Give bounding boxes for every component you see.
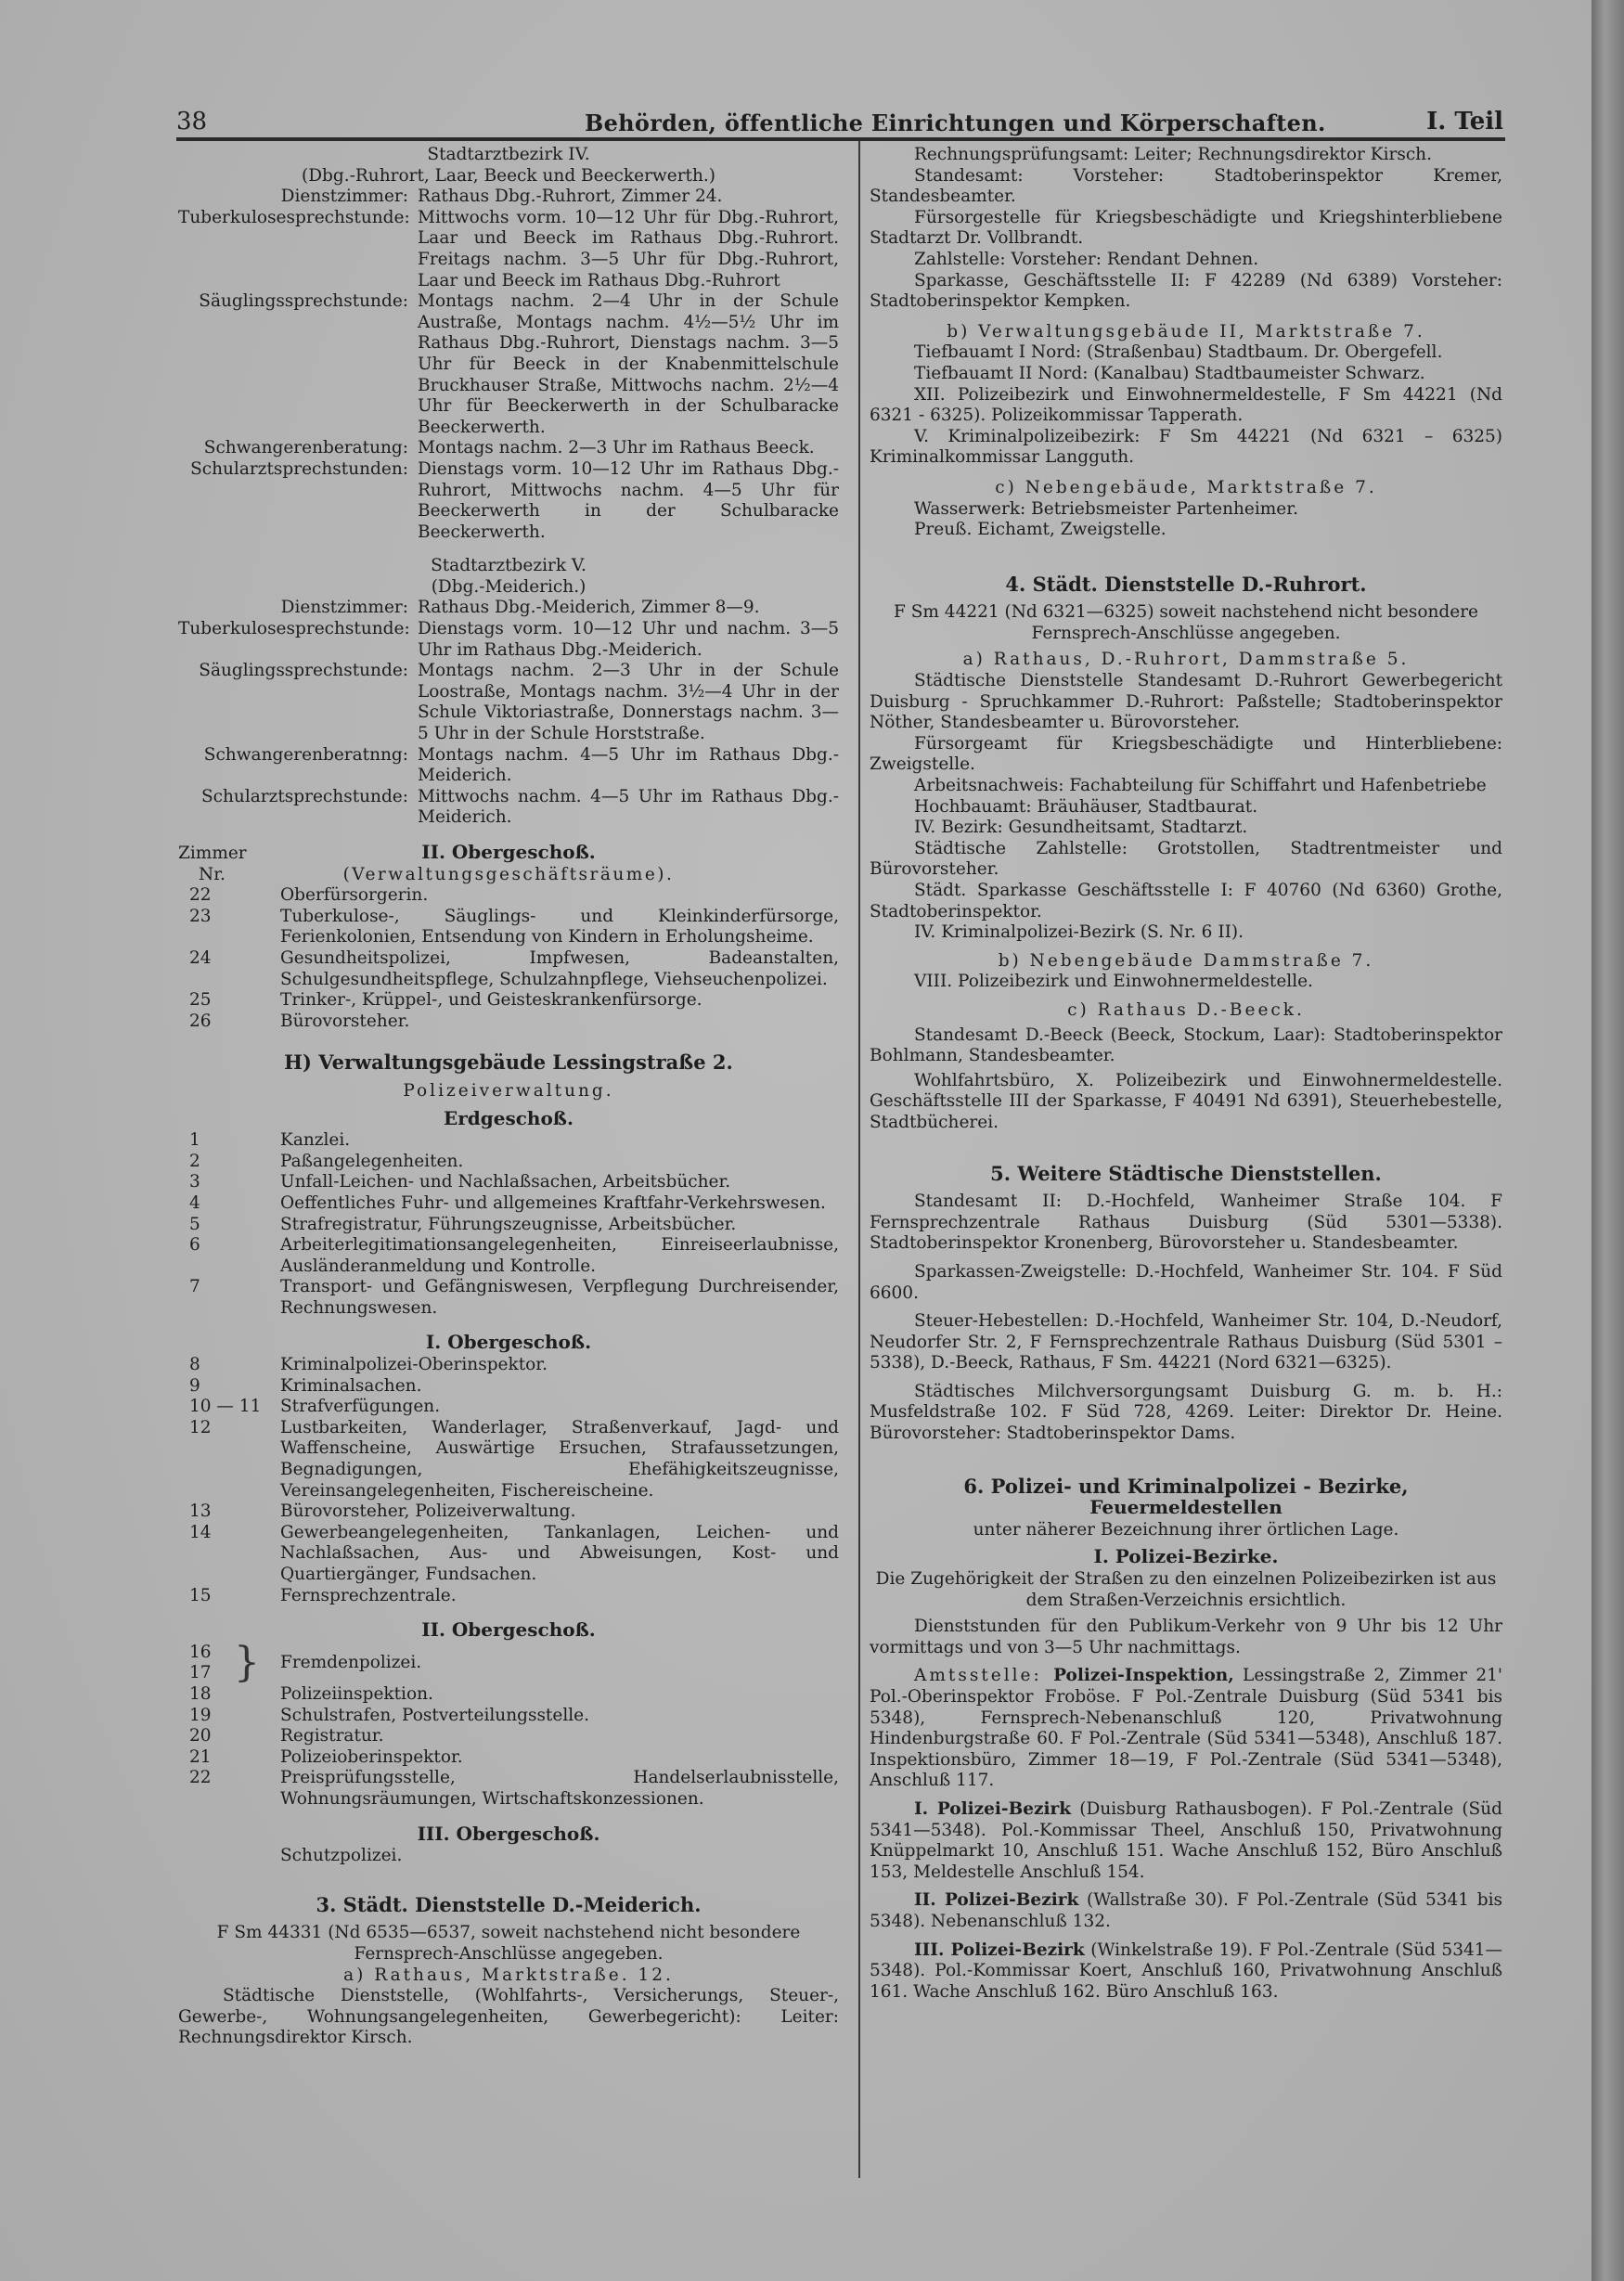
entry-paragraph: Tiefbauamt II Nord: (Kanalbau) Stadtbaumeister Schwarz. xyxy=(914,363,1425,383)
entry-paragraph: Standesamt: Vorsteher: Stadtoberinspektor Kremer, Standesbeamter. xyxy=(870,165,1502,207)
room-row xyxy=(178,885,839,907)
schedule-row xyxy=(178,187,839,208)
entry-paragraph: VIII. Polizeibezirk und Einwohnermeldestelle. xyxy=(914,972,1313,992)
room-description: Paßangelegenheiten. xyxy=(280,1151,464,1171)
district-5-rows xyxy=(178,598,839,829)
room-description: Unfall-Leichen- und Nachlaßsachen, Arbeitsbücher. xyxy=(280,1172,731,1192)
section-6-subtitle: unter näherer Bezeichnung ihrer örtlichen Lage. xyxy=(973,1519,1399,1540)
third-floor-title: III. Obergeschoß. xyxy=(417,1822,600,1845)
entry-paragraph: Sparkassen-Zweigstelle: D.-Hochfeld, Wanheimer Str. 104. F Süd 6600. xyxy=(870,1261,1502,1303)
room-number: 19 xyxy=(189,1705,212,1725)
room-description: Transport- und Gefängniswesen, Verpflegung Durchreisender, Rechnungswesen. xyxy=(280,1277,839,1318)
entry-paragraph: Städtische Dienststelle Standesamt D.-Ruhrort Gewerbegericht Duisburg - Spruchkammer D.-Ruhrort: Paßstelle; Stadtoberinspektor Nöther, Standesbeamter u. Bürovorsteher. xyxy=(870,671,1502,733)
entry-paragraph: Wasserwerk: Betriebsmeister Partenheimer. xyxy=(914,498,1298,519)
schedule-row xyxy=(178,745,839,787)
og2-heading xyxy=(178,842,839,865)
section-6-title-2: Feuermeldestellen xyxy=(1089,1496,1282,1519)
room-number: 22 xyxy=(189,1768,212,1788)
sub-b-items xyxy=(870,342,1502,469)
entry-paragraph: Standesamt II: D.-Hochfeld, Wanheimer Straße 104. F Fernsprechzentrale Rathaus Duisburg (Süd 5301—5338). Stadtoberinspektor Kronenberg, Bürovorsteher u. Standesbeamter. xyxy=(870,1192,1502,1254)
schedule-label: Schularztsprechstunden: xyxy=(190,458,408,479)
room-description: Preisprüfungsstelle, Handelserlaubnisstelle, Wohnungsräumungen, Wirtschaftskonzessionen. xyxy=(280,1768,839,1809)
schedule-label: Tuberkulosesprechstunde: xyxy=(178,207,410,227)
schedule-value: Dienstags vorm. 10—12 Uhr im Rathaus Dbg.-Ruhrort, Mittwochs nachm. 4—5 Uhr für Beeckerwerth in der Schulbaracke Beeckerwerth. xyxy=(418,458,839,542)
sub-c-items xyxy=(870,499,1502,541)
room-description: Gewerbeangelegenheiten, Tankanlagen, Leichen- und Nachlaßsachen, Aus- und Abweisungen, Kost- und Quartiergänger, Fundsachen. xyxy=(280,1522,839,1584)
schedule-row xyxy=(178,787,839,829)
room-row xyxy=(178,1130,839,1152)
room-row xyxy=(178,1846,839,1867)
room-number: 13 xyxy=(189,1501,212,1522)
right-top-items xyxy=(870,145,1502,313)
room-description: Schulstrafen, Postverteilungsstelle. xyxy=(280,1705,589,1725)
room-number: 21 xyxy=(189,1746,212,1767)
section-4-sub-b: b) Nebengebäude Dammstraße 7. xyxy=(998,950,1374,971)
entry-paragraph: Städtisches Milchversorgungsamt Duisburg G. m. b. H.: Musfeldstraße 102. F Süd 728, 4269. Leiter: Direktor Dr. Heine. Bürovorsteher: Stadtoberinspektor Dams. xyxy=(870,1381,1502,1444)
schedule-value: Mittwochs nachm. 4—5 Uhr im Rathaus Dbg.-Meiderich. xyxy=(418,786,839,828)
room-description: Polizeioberinspektor. xyxy=(280,1746,463,1767)
schedule-value: Montags nachm. 2—3 Uhr in der Schule Loostraße, Montags nachm. 3½—4 Uhr in der Schule Viktoriastraße, Donnerstags nachm. 3—5 Uhr in der Schule Horststraße. xyxy=(418,661,839,744)
district-4-rows xyxy=(178,187,839,543)
schedule-label: Schularztsprechstunde: xyxy=(200,786,408,806)
room-row xyxy=(178,1215,839,1236)
schedule-value: Dienstags vorm. 10—12 Uhr und nachm. 3—5 Uhr im Rathaus Dbg.-Meiderich. xyxy=(418,619,839,660)
room-row xyxy=(178,1501,839,1523)
entry-details: (Winkelstraße 19). F Pol.-Zentrale (Süd 5341—5348). Pol.-Kommissar Koert, Anschluß 160, Privatwohnung Anschluß 161. Wache Anschluß 162. Büro Anschluß 163. xyxy=(870,1939,1503,2002)
section-3-paragraph: Städtische Dienststelle, (Wohlfahrts-, Versicherungs, Steuer-, Gewerbe-, Wohnungsangelegenheiten, Gewerbegericht): Leiter: Rechnungsdirektor Kirsch. xyxy=(178,1986,839,2048)
entry-name: Polizei-Inspektion, xyxy=(1053,1666,1234,1686)
room-description: Bürovorsteher, Polizeiverwaltung. xyxy=(280,1501,576,1522)
section-5-title: 5. Weitere Städtische Dienststellen. xyxy=(990,1161,1382,1185)
room-number: 8 xyxy=(189,1355,200,1375)
schedule-row xyxy=(178,291,839,438)
entry-paragraph: Preuß. Eichamt, Zweigstelle. xyxy=(914,520,1166,540)
room-number: 16 xyxy=(189,1642,212,1662)
room-row xyxy=(178,1397,839,1418)
room-description: Lustbarkeiten, Wanderlager, Straßenverkauf, Jagd- und Waffenscheine, Auswärtige Ersuchen, Strafaussetzungen, Begnadigungen, Ehefähigkeitszeugnisse, Vereinsangelegenheiten, Fischereischeine. xyxy=(280,1417,839,1501)
second-floor-rooms xyxy=(178,1684,839,1811)
header-part: I. Teil xyxy=(1426,108,1503,135)
section-3-sub-a: a) Rathaus, Marktstraße. 12. xyxy=(343,1965,674,1985)
room-number: 10 — 11 xyxy=(189,1397,262,1417)
building-h-title: H) Verwaltungsgebäude Lessingstraße 2. xyxy=(284,1050,733,1075)
schedule-row xyxy=(178,438,839,459)
col-label-zimmer: Zimmer xyxy=(178,844,247,863)
section-6-title-1: 6. Polizei- und Kriminalpolizei - Bezirke, xyxy=(963,1474,1409,1498)
og2-subtitle: (Verwaltungsgeschäftsräume). xyxy=(342,864,675,884)
room-description: Oberfürsorgerin. xyxy=(280,885,429,906)
page-number: 38 xyxy=(176,108,208,135)
sub-c-heading: c) Nebengebäude, Marktstraße 7. xyxy=(995,477,1377,497)
entry-paragraph: IV. Kriminalpolizei-Bezirk (S. Nr. 6 II). xyxy=(914,922,1244,943)
section-4-b-items xyxy=(870,972,1502,993)
entry-paragraph: Hochbauamt: Bräuhäuser, Stadtbaurat. xyxy=(914,796,1258,817)
entry-paragraph: Städt. Sparkasse Geschäftsstelle I: F 40760 (Nd 6360) Grothe, Stadtoberinspektor. xyxy=(870,881,1502,921)
schedule-value: Rathaus Dbg.-Meiderich, Zimmer 8—9. xyxy=(418,598,760,618)
entry-lead: Amtsstelle: xyxy=(914,1666,1054,1686)
room-number: 9 xyxy=(189,1375,200,1396)
schedule-value: Montags nachm. 4—5 Uhr im Rathaus Dbg.-Meiderich. xyxy=(418,744,839,786)
room-number: 18 xyxy=(189,1683,212,1704)
section-6-intro: Die Zugehörigkeit der Straßen zu den einzelnen Polizeibezirken ist aus dem Straßen-Verzeichnis ersichtlich. xyxy=(875,1569,1497,1610)
room-row xyxy=(178,1418,839,1501)
room-row xyxy=(178,1586,839,1607)
room-number: 25 xyxy=(189,990,212,1011)
room-number: 15 xyxy=(189,1585,212,1605)
schedule-value: Montags nachm. 2—4 Uhr in der Schule Austraße, Montags nachm. 4½—5½ Uhr im Rathaus Dbg.-Ruhrort, Dienstags nachm. 3—5 Uhr für Beeck in der Knabenmittelschule Bruckhauser Straße, Mittwochs nachm. 2½—4 Uhr für Beeckerwerth in der Schulbaracke Beeckerwerth. xyxy=(418,291,839,437)
entry-paragraph: Städtische Zahlstelle: Grotstollen, Stadtrentmeister und Bürovorsteher. xyxy=(870,838,1502,880)
og2-rooms xyxy=(178,885,839,1032)
page-edge-shadow xyxy=(1592,0,1624,2281)
police-district-entry xyxy=(870,1940,1502,2004)
building-h-subtitle: Polizeiverwaltung. xyxy=(403,1080,614,1101)
room-row xyxy=(178,907,839,948)
room-row xyxy=(178,948,839,990)
room-row xyxy=(178,990,839,1012)
room-number: 26 xyxy=(189,1011,212,1031)
room-number: 6 xyxy=(189,1235,200,1256)
col-label-nr: Nr. xyxy=(199,864,226,884)
schedule-label: Schwangerenberatung: xyxy=(203,438,408,458)
header-rule xyxy=(176,137,1505,141)
room-description: Polizeiinspektion. xyxy=(280,1683,433,1704)
first-floor-title: I. Obergeschoß. xyxy=(425,1331,592,1354)
schedule-value: Rathaus Dbg.-Ruhrort, Zimmer 24. xyxy=(418,187,723,207)
room-row-16-17 xyxy=(178,1638,839,1686)
entry-paragraph: Zahlstelle: Vorsteher: Rendant Dehnen. xyxy=(914,249,1259,269)
police-district-entry xyxy=(870,1890,1502,1932)
entry-name: I. Polizei-Bezirk xyxy=(914,1798,1072,1819)
room-row xyxy=(178,1193,839,1215)
entry-paragraph: V. Kriminalpolizeibezirk: F Sm 44221 (Nd 6321 – 6325) Kriminalkommissar Langguth. xyxy=(870,426,1502,468)
ground-floor-rooms xyxy=(178,1130,839,1319)
og2-subheading xyxy=(178,865,839,886)
entry-paragraph: Fürsorgeamt für Kriegsbeschädigte und Hinterbliebene: Zweigstelle. xyxy=(870,733,1502,775)
entry-details: (Wallstraße 30). F Pol.-Zentrale (Süd 5341 bis 5348). Nebenanschluß 132. xyxy=(870,1890,1502,1931)
schedule-label: Dienstzimmer: xyxy=(280,598,408,618)
room-description: Kriminalsachen. xyxy=(280,1375,422,1396)
room-description: Fremdenpolizei. xyxy=(280,1652,422,1672)
room-number: 23 xyxy=(189,906,212,926)
entry-paragraph: Arbeitsnachweis: Fachabteilung für Schiffahrt und Hafenbetriebe xyxy=(914,776,1487,796)
room-number: 7 xyxy=(189,1277,200,1297)
entry-paragraph: Sparkasse, Geschäftsstelle II: F 42289 (Nd 6389) Vorsteher: Stadtoberinspektor Kempken. xyxy=(870,270,1502,312)
room-number: 1 xyxy=(189,1130,200,1151)
room-row xyxy=(178,1277,839,1319)
section-4-a-items xyxy=(870,671,1502,944)
room-number: 3 xyxy=(189,1172,200,1192)
section-4-phone: F Sm 44221 (Nd 6321—6325) soweit nachstehend nicht besondere Fernsprech-Anschlüsse angegeben. xyxy=(893,602,1479,643)
room-row xyxy=(178,1012,839,1033)
right-column xyxy=(870,145,1502,2003)
entry-paragraph: Tiefbauamt I Nord: (Straßenbau) Stadtbaum. Dr. Obergefell. xyxy=(914,342,1443,363)
section-5-items xyxy=(870,1192,1502,1445)
schedule-row xyxy=(178,598,839,619)
room-row xyxy=(178,1747,839,1769)
district-5-title: Stadtarztbezirk V. xyxy=(431,556,586,576)
room-number: 22 xyxy=(189,885,212,906)
room-number: 14 xyxy=(189,1522,212,1542)
room-description: Registratur. xyxy=(280,1726,384,1746)
schedule-row xyxy=(178,619,839,661)
schedule-row xyxy=(178,661,839,744)
section-4-c-items xyxy=(870,1025,1502,1134)
header-title: Behörden, öffentliche Einrichtungen und Körperschaften. xyxy=(585,110,1326,136)
section-3-phone: F Sm 44331 (Nd 6535—6537, soweit nachstehend nicht besondere Fernsprech-Anschlüsse angegeben. xyxy=(216,1923,801,1964)
schedule-value: Montags nachm. 2—3 Uhr im Rathaus Beeck. xyxy=(418,438,815,458)
schedule-label: Dienstzimmer: xyxy=(280,187,408,207)
room-description: Tuberkulose-, Säuglings- und Kleinkinderfürsorge, Ferienkolonien, Entsendung von Kindern in Erholungsheime. xyxy=(280,906,839,947)
room-row xyxy=(178,1355,839,1376)
room-description: Oeffentliches Fuhr- und allgemeines Kraftfahr-Verkehrswesen. xyxy=(280,1192,826,1213)
entry-paragraph: Wohlfahrtsbüro, X. Polizeibezirk und Einwohnermeldestelle. Geschäftsstelle III der Sparkasse, F 40491 Nd 6391), Steuerhebestelle, Stadtbücherei. xyxy=(870,1070,1502,1132)
room-description: Schutzpolizei. xyxy=(280,1846,403,1866)
room-description: Trinker-, Krüppel-, und Geisteskrankenfürsorge. xyxy=(280,990,702,1011)
entry-paragraph: Fürsorgestelle für Kriegsbeschädigte und Kriegshinterbliebene Stadtarzt Dr. Vollbrandt. xyxy=(870,207,1502,249)
room-row xyxy=(178,1706,839,1727)
room-row xyxy=(178,1376,839,1398)
room-description: Kriminalpolizei-Oberinspektor. xyxy=(280,1355,548,1375)
room-row xyxy=(178,1768,839,1810)
running-header xyxy=(176,104,1503,141)
room-row xyxy=(178,1235,839,1277)
room-description: Bürovorsteher. xyxy=(280,1011,410,1031)
entry-details: Lessingstraße 2, Zimmer 21' Pol.-Oberinspektor Froböse. F Pol.-Zentrale Duisburg (Süd 5341 bis 5348), Fernsprech-Nebenanschluß 120, Privatwohnung Hindenburgstraße 60. F Pol.-Zentrale (Süd 5341—5348), Anschluß 187. Inspektionsbüro, Zimmer 18—19, F Pol.-Zentrale (Süd 5341—5348), Anschluß 117. xyxy=(870,1666,1502,1791)
room-row xyxy=(178,1152,839,1173)
first-floor-rooms xyxy=(178,1355,839,1606)
section-4-title: 4. Städt. Dienststelle D.-Ruhrort. xyxy=(1005,572,1367,596)
room-row xyxy=(178,1726,839,1747)
police-district-entry xyxy=(870,1666,1502,1792)
district-4-title: Stadtarztbezirk IV. xyxy=(427,145,590,164)
room-number: 12 xyxy=(189,1417,212,1437)
column-divider xyxy=(858,141,860,2178)
room-description: Gesundheitspolizei, Impfwesen, Badeanstalten, Schulgesundheitspflege, Schulzahnpflege, Viehseuchenpolizei. xyxy=(280,947,839,989)
room-description: Fernsprechzentrale. xyxy=(280,1585,457,1605)
room-description: Strafregistratur, Führungszeugnisse, Arbeitsbücher. xyxy=(280,1214,737,1234)
entry-paragraph: IV. Bezirk: Gesundheitsamt, Stadtarzt. xyxy=(914,818,1248,838)
room-row xyxy=(178,1684,839,1706)
entry-paragraph: Standesamt D.-Beeck (Beeck, Stockum, Laar): Stadtoberinspektor Bohlmann, Standesbeamter. xyxy=(870,1025,1502,1066)
brace-icon: } xyxy=(234,1638,260,1686)
room-number: 5 xyxy=(189,1214,200,1234)
schedule-row xyxy=(178,208,839,291)
district-5-area: (Dbg.-Meiderich.) xyxy=(431,576,586,597)
entry-name: II. Polizei-Bezirk xyxy=(914,1890,1079,1911)
room-description: Kanzlei. xyxy=(280,1130,351,1151)
district-4-area: (Dbg.-Ruhrort, Laar, Beeck und Beeckerwerth.) xyxy=(302,165,715,186)
room-row xyxy=(178,1523,839,1586)
og2-title: II. Obergeschoß. xyxy=(421,841,596,863)
section-6-items xyxy=(870,1666,1502,2003)
entry-name: III. Polizei-Bezirk xyxy=(914,1939,1085,1960)
room-numbers xyxy=(178,1638,280,1686)
schedule-label: Säuglingssprechstunde: xyxy=(199,291,408,312)
section-4-sub-a: a) Rathaus, D.-Ruhrort, Dammstraße 5. xyxy=(962,650,1410,670)
police-district-entry xyxy=(870,1799,1502,1883)
entry-details: (Duisburg Rathausbogen). F Pol.-Zentrale (Süd 5341—5348). Pol.-Kommissar Theel, Anschluß 150, Privatwohnung Knüppelmarkt 10, Anschluß 151. Wache Anschluß 152, Büro Anschluß 153, Meldestelle Anschluß 154. xyxy=(870,1798,1502,1882)
entry-paragraph: XII. Polizeibezirk und Einwohnermeldestelle, F Sm 44221 (Nd 6321 - 6325). Polizeikommissar Tapperath. xyxy=(870,384,1502,426)
entry-paragraph: Steuer-Hebestellen: D.-Hochfeld, Wanheimer Str. 104, D.-Neudorf, Neudorfer Str. 2, F Fernsprechzentrale Rathaus Duisburg (Süd 5301 – 5338), D.-Beeck, Rathaus, F Sm. 44221 (Nord 6321—6325). xyxy=(870,1311,1502,1373)
second-floor-title: II. Obergeschoß. xyxy=(421,1618,596,1642)
entry-paragraph: Rechnungsprüfungsamt: Leiter; Rechnungsdirektor Kirsch. xyxy=(914,145,1432,164)
room-number: 4 xyxy=(189,1192,200,1213)
room-description: Arbeiterlegitimationsangelegenheiten, Einreiseerlaubnisse, Ausländeranmeldung und Kontrolle. xyxy=(280,1235,839,1276)
left-column xyxy=(178,145,839,2049)
room-description: Strafverfügungen. xyxy=(280,1397,441,1417)
schedule-label: Säuglingssprechstunde: xyxy=(199,661,408,681)
room-number: 20 xyxy=(189,1726,212,1746)
section-6-hours: Dienststunden für den Publikum-Verkehr von 9 Uhr bis 12 Uhr vormittags und von 3—5 Uhr nachmittags. xyxy=(870,1617,1502,1657)
schedule-row xyxy=(178,459,839,543)
schedule-label: Tuberkulosesprechstunde: xyxy=(178,619,410,639)
sub-b-heading: b) Verwaltungsgebäude II, Marktstraße 7. xyxy=(947,321,1425,342)
room-number: 2 xyxy=(189,1151,200,1171)
room-number: 17 xyxy=(189,1663,212,1683)
schedule-label: Schwangerenberatnng: xyxy=(203,744,408,765)
ground-floor-title: Erdgeschoß. xyxy=(444,1106,574,1129)
section-4-sub-c: c) Rathaus D.-Beeck. xyxy=(1067,999,1305,1020)
section-3-title: 3. Städt. Dienststelle D.-Meiderich. xyxy=(316,1892,702,1916)
section-6-sub-1: I. Polizei-Bezirke. xyxy=(1093,1545,1279,1568)
room-number: 24 xyxy=(189,947,212,968)
room-row xyxy=(178,1172,839,1193)
schedule-value: Mittwochs vorm. 10—12 Uhr für Dbg.-Ruhrort, Laar und Beeck im Rathaus Dbg.-Ruhrort. Freitags nachm. 3—5 Uhr für Dbg.-Ruhrort, Laar und Beeck im Rathaus Dbg.-Ruhrort xyxy=(418,207,839,290)
